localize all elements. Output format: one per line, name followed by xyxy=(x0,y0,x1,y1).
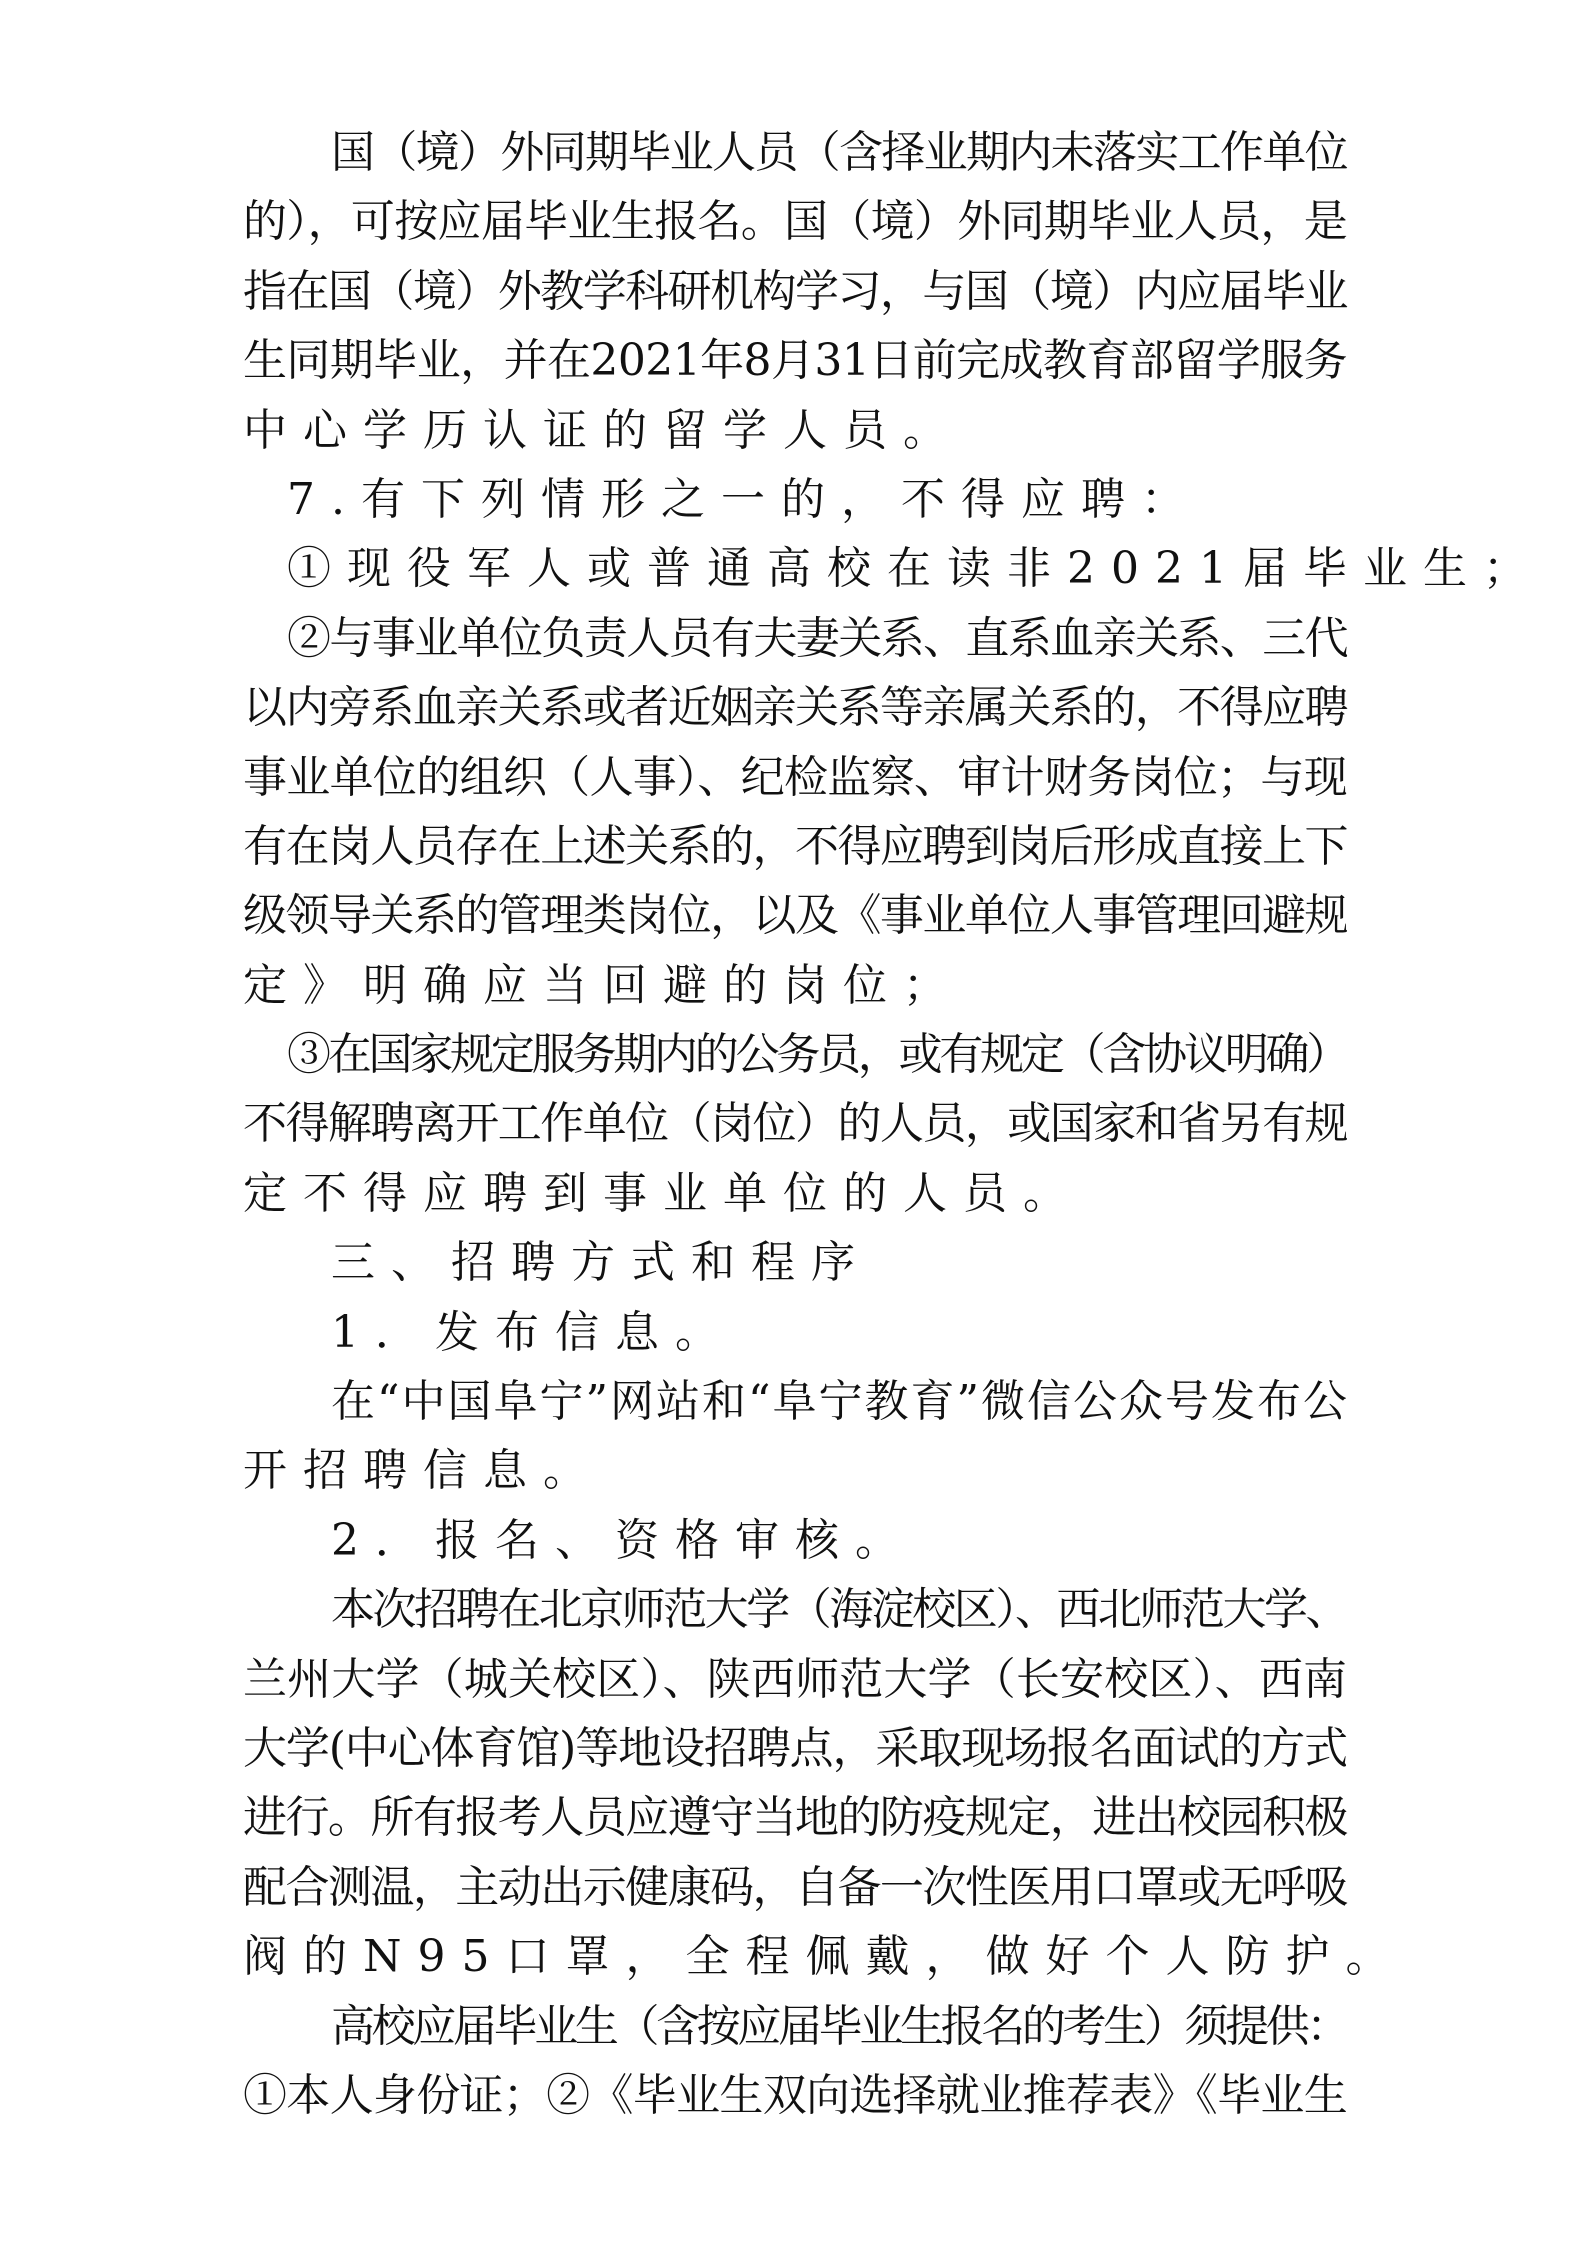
paragraph-item-7-2 xyxy=(243,604,1347,1020)
text-line: 7.有下列情形之一的，不得应聘： xyxy=(287,473,1201,525)
text-line: 定》明确应当回避的岗位； xyxy=(243,959,963,1011)
text-line: 的），可按应届毕业生报名。国（境）外同期毕业人员，是 xyxy=(243,196,1347,248)
text-line: 以内旁系血亲关系或者近姻亲关系等亲属关系的，不得应聘 xyxy=(243,682,1347,734)
paragraph-registration-locations xyxy=(243,1575,1406,1991)
step-heading-registration-review xyxy=(243,1506,1347,1575)
step-heading-text: 2．报名、资格审核。 xyxy=(331,1514,915,1566)
text-line: 生同期毕业，并在2021年8月31日前完成教育部留学服务 xyxy=(243,335,1347,387)
text-line: 事业单位的组织（人事）、纪检监察、审计财务岗位；与现 xyxy=(243,751,1347,803)
paragraph-overseas-graduates xyxy=(243,118,1347,465)
step-heading-text: 1．发布信息。 xyxy=(331,1306,735,1358)
text-line: ①本人身份证；②《毕业生双向选择就业推荐表》《毕业生 xyxy=(243,2069,1347,2121)
paragraph-item-7-3 xyxy=(243,1020,1347,1228)
text-line: ②与事业单位负责人员有夫妻关系、直系血亲关系、三代 xyxy=(287,612,1347,664)
text-line: ①现役军人或普通高校在读非2021届毕业生； xyxy=(287,543,1543,595)
text-line: 级领导关系的管理类岗位，以及《事业单位人事管理回避规 xyxy=(243,890,1347,942)
paragraph-item-7 xyxy=(243,465,1347,534)
text-line: 兰州大学（城关校区）、陕西师范大学（长安校区）、西南 xyxy=(243,1653,1347,1705)
text-line: 大学(中心体育馆)等地设招聘点，采取现场报名面试的方式 xyxy=(243,1722,1347,1774)
text-line: 配合测温，主动出示健康码，自备一次性医用口罩或无呼吸 xyxy=(243,1861,1347,1913)
text-line: ③在国家规定服务期内的公务员，或有规定（含协议明确） xyxy=(287,1029,1347,1081)
text-line: 本次招聘在北京师范大学（海淀校区）、西北师范大学、 xyxy=(331,1584,1347,1636)
text-line: 在“中国阜宁”网站和“阜宁教育”微信公众号发布公 xyxy=(331,1376,1347,1428)
section-heading-recruitment-method xyxy=(243,1228,1347,1297)
text-line: 中心学历认证的留学人员。 xyxy=(243,404,963,456)
step-heading-publish-info xyxy=(243,1298,1347,1367)
paragraph-item-7-1 xyxy=(243,534,1543,603)
text-line: 国（境）外同期毕业人员（含择业期内未落实工作单位 xyxy=(331,127,1347,178)
text-line: 指在国（境）外教学科研机构学习，与国（境）内应届毕业 xyxy=(243,265,1347,317)
text-line: 阀的N95口罩，全程佩戴，做好个人防护。 xyxy=(243,1931,1406,1983)
paragraph-required-documents xyxy=(243,1992,1347,2131)
text-line: 有在岗人员存在上述关系的，不得应聘到岗后形成直接上下 xyxy=(243,820,1347,872)
text-line: 高校应届毕业生（含按应届毕业生报名的考生）须提供： xyxy=(331,2000,1347,2052)
paragraph-publish-info xyxy=(243,1367,1347,1506)
text-line: 不得解聘离开工作单位（岗位）的人员，或国家和省另有规 xyxy=(243,1098,1347,1150)
section-heading-text: 三、招聘方式和程序 xyxy=(331,1237,871,1289)
text-line: 进行。所有报考人员应遵守当地的防疫规定，进出校园积极 xyxy=(243,1792,1347,1844)
document-page xyxy=(243,118,1543,2130)
text-line: 开招聘信息。 xyxy=(243,1445,603,1497)
text-line: 定不得应聘到事业单位的人员。 xyxy=(243,1167,1083,1219)
